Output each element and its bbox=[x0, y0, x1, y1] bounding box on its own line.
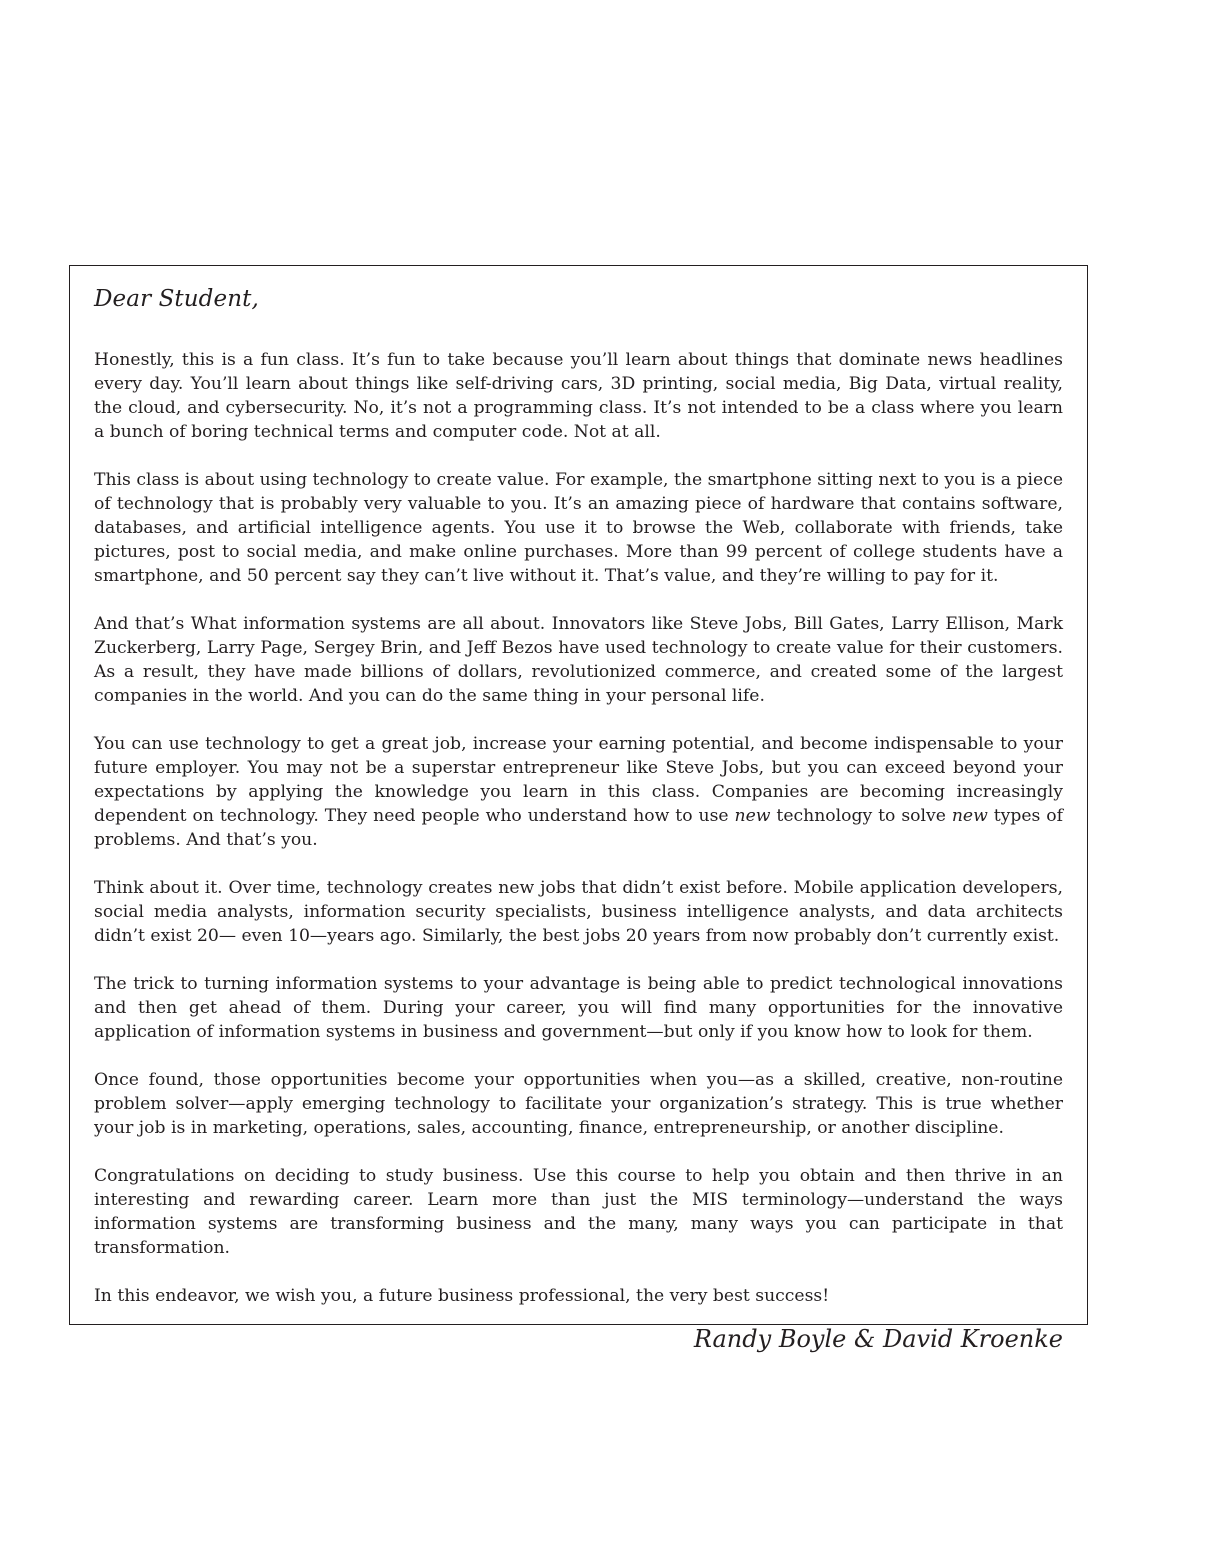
paragraph-innovators: And that’s What information systems are all about. Innovators like Steve Jobs, Bill Gates, Larry Ellison, Mark Zuckerberg, Larry Page, Sergey Brin, and Jeff Bezos have used technology to create value for their customers. As a result, they have made billions of dollars, revolutionized commerce, and created some of the largest companies in the world. And you can do the same thing in your personal life. bbox=[94, 614, 1063, 706]
paragraph-closing: In this endeavor, we wish you, a future business professional, the very best success! bbox=[94, 1286, 830, 1306]
paragraph-career-text-2: technology to solve bbox=[770, 806, 952, 826]
letter-body bbox=[94, 284, 1063, 1354]
emphasis-new-1: new bbox=[734, 806, 771, 826]
paragraph-career-text-3: types of problems. And that’s you. bbox=[94, 806, 1064, 850]
letter-frame bbox=[69, 265, 1088, 1353]
signature: Randy Boyle & David Kroenke bbox=[693, 1325, 1063, 1353]
paragraph-trick: The trick to turning information systems to your advantage is being able to predict technological innovations and then get ahead of them. During your career, you will find many opportunities for the innovative application of information systems in business and government—but only if you know how to look for them. bbox=[94, 974, 1063, 1042]
paragraph-career-text-1: You can use technology to get a great job, increase your earning potential, and become indispensable to your future employer. You may not be a superstar entrepreneur like Steve Jobs, but you can exceed beyond your expectations by applying the knowledge you learn in this class. Companies are becoming increasingly dependent on technology. They need people who understand how to use bbox=[94, 734, 1063, 826]
salutation: Dear Student, bbox=[94, 286, 259, 312]
paragraph-congratulations: Congratulations on deciding to study business. Use this course to help you obtain and then thrive in an interesting and rewarding career. Learn more than just the MIS terminology—understand the ways information systems are transforming business and the many, many ways you can participate in that transformation. bbox=[94, 1166, 1063, 1258]
emphasis-new-2: new bbox=[951, 806, 988, 826]
paragraph-value: This class is about using technology to create value. For example, the smartphone sitting next to you is a piece of technology that is probably very valuable to you. It’s an amazing piece of hardware that contains software, databases, and artificial intelligence agents. You use it to browse the Web, collaborate with friends, take pictures, post to social media, and make online purchases. More than 99 percent of college students have a smartphone, and 50 percent say they can’t live without it. That’s value, and they’re willing to pay for it. bbox=[94, 470, 1063, 586]
paragraph-new-jobs: Think about it. Over time, technology creates new jobs that didn’t exist before. Mobile application developers, social media analysts, information security specialists, business intelligence analysts, and data architects didn’t exist 20— even 10—years ago. Similarly, the best jobs 20 years from now probably don’t currently exist. bbox=[94, 878, 1063, 946]
paragraph-career bbox=[94, 732, 1063, 852]
paragraph-intro: Honestly, this is a fun class. It’s fun to take because you’ll learn about things that dominate news headlines every day. You’ll learn about things like self-driving cars, 3D printing, social media, Big Data, virtual reality, the cloud, and cybersecurity. No, it’s not a programming class. It’s not intended to be a class where you learn a bunch of boring technical terms and computer code. Not at all. bbox=[94, 350, 1063, 442]
paragraph-opportunities: Once found, those opportunities become your opportunities when you—as a skilled, creative, non-routine problem solver—apply emerging technology to facilitate your organization’s strategy. This is true whether your job is in marketing, operations, sales, accounting, finance, entrepreneurship, or another discipline. bbox=[94, 1070, 1063, 1138]
